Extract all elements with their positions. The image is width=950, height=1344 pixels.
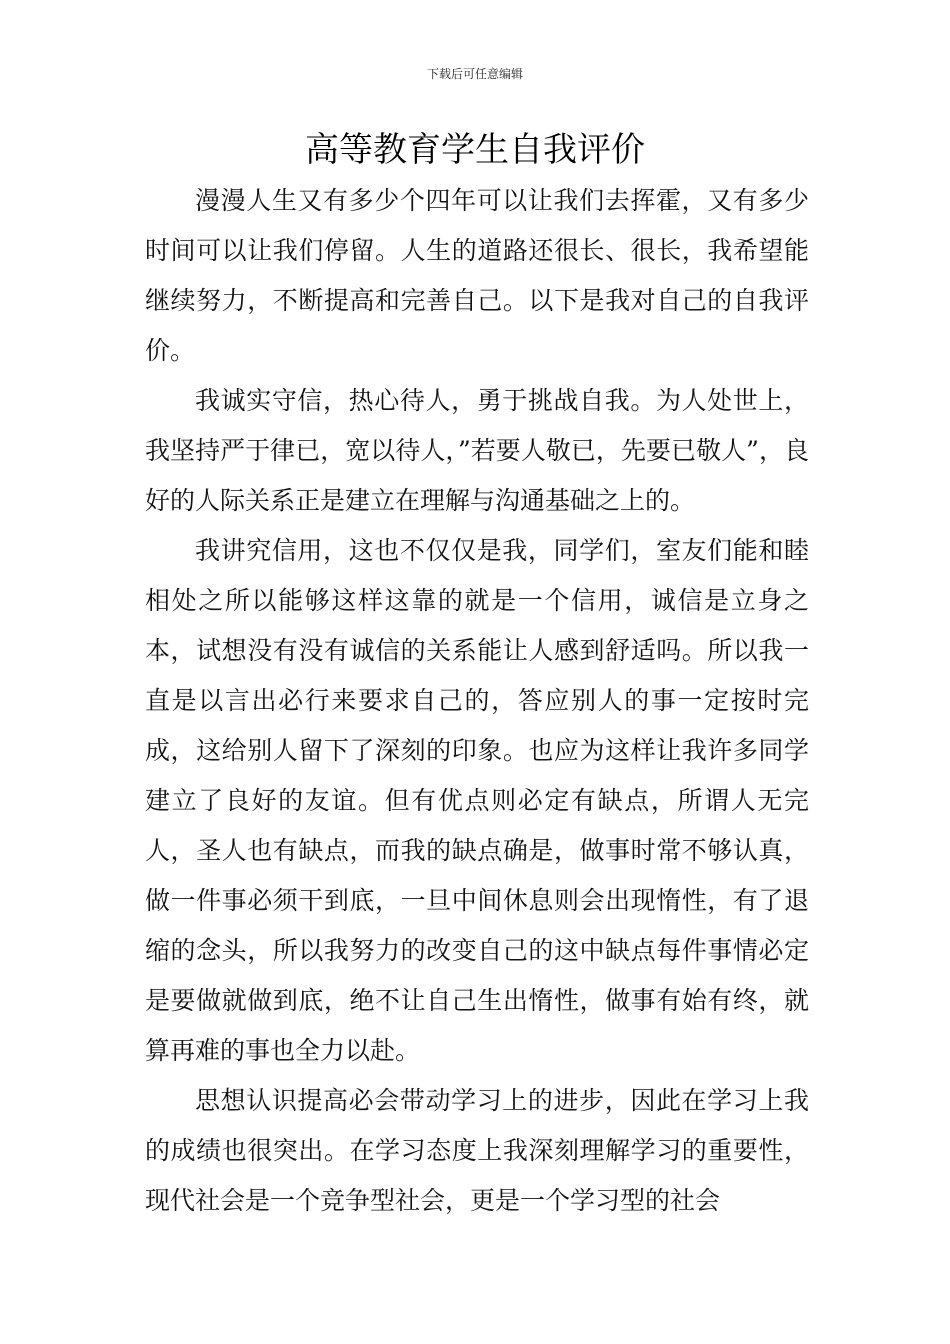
paragraph-credit: 我讲究信用，这也不仅仅是我，同学们，室友们能和睦相处之所以能够这样这靠的就是一个信用，诚信是立身之本，试想没有没有诚信的关系能让人感到舒适吗。所以我一直是以言出必行来要求自己的，答应别人的事一定按时完成，这给别人留下了深刻的印象。也应为这样让我许多同学建立了良好的友谊。但有优点则必定有缺点，所谓人无完人，圣人也有缺点，而我的缺点确是，做事时常不够认真，做一件事必须干到底，一旦中间休息则会出现惰性，有了退缩的念头，所以我努力的改变自己的这中缺点每件事情必定是要做就做到底，绝不让自己生出惰性，做事有始有终，就算再难的事也全力以赴。 (145, 536, 809, 1065)
paragraph-study: 思想认识提高必会带动学习上的进步，因此在学习上我的成绩也很突出。在学习态度上我深刻理解学习的重要性，现代社会是一个竞争型社会，更是一个学习型的社会 (145, 1086, 809, 1215)
paragraph-honesty: 我诚实守信，热心待人，勇于挑战自我。为人处世上，我坚持严于律已，宽以待人，”若要人敬已，先要已敬人”，良好的人际关系正是建立在理解与沟通基础之上的。 (145, 386, 809, 515)
page-header: 下载后可任意编辑 (426, 67, 523, 81)
document-title: 高等教育学生自我评价 (305, 130, 645, 170)
paragraph-intro: 漫漫人生又有多少个四年可以让我们去挥霍，又有多少时间可以让我们停留。人生的道路还很长、很长，我希望能继续努力，不断提高和完善自己。以下是我对自己的自我评价。 (145, 186, 809, 365)
document-body (145, 176, 809, 1226)
